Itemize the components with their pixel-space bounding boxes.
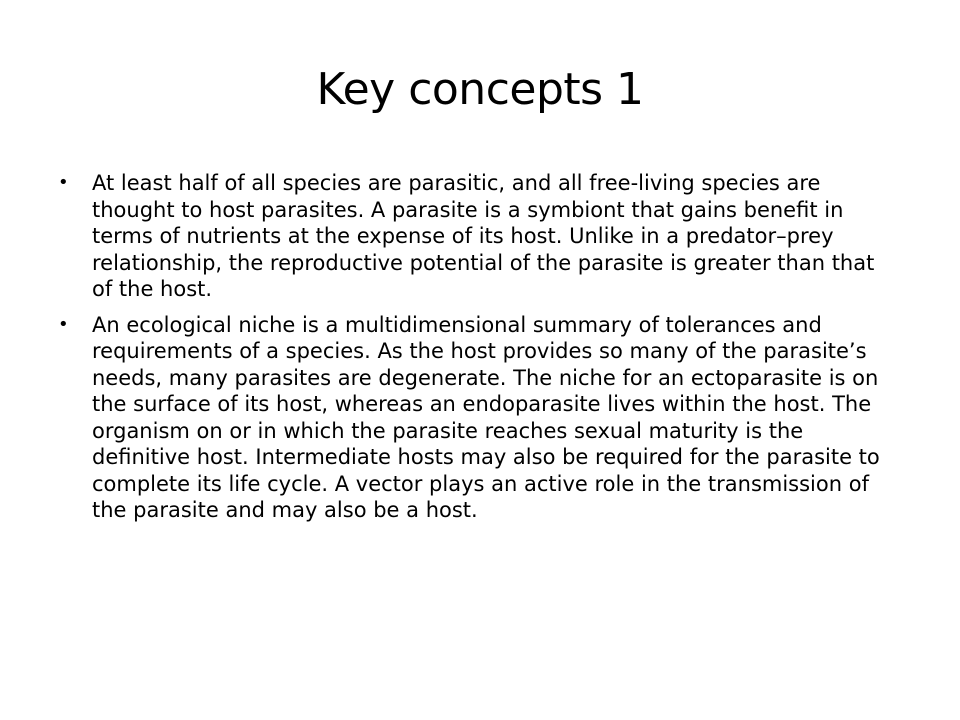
bullet-marker: • xyxy=(58,313,69,335)
bullet-marker: • xyxy=(58,172,69,193)
bullet-item xyxy=(58,170,898,303)
bullet-item xyxy=(58,312,898,524)
slide-title: Key concepts 1 xyxy=(316,64,644,115)
bullet-text: An ecological niche is a multidimensional summary of tolerances and requirements of a species. As the host provides so many of the parasite’s needs, many parasites are degenerate. The niche for an ectoparasite is on the surface of its host, whereas an endoparasite lives within the host. The organism on or in which the parasite reaches sexual maturity is the definitive host. Intermediate hosts may also be required for the parasite to complete its life cycle. A vector plays an active role in the transmission of the parasite and may also be a host. xyxy=(92,312,880,522)
bullet-list xyxy=(58,170,898,533)
bullet-text: At least half of all species are parasitic, and all free-living species are thought to host parasites. A parasite is a symbiont that gains benefit in terms of nutrients at the expense of its host. Unlike in a predator–prey relationship, the reproductive potential of the parasite is greater than that of the host. xyxy=(92,171,875,301)
